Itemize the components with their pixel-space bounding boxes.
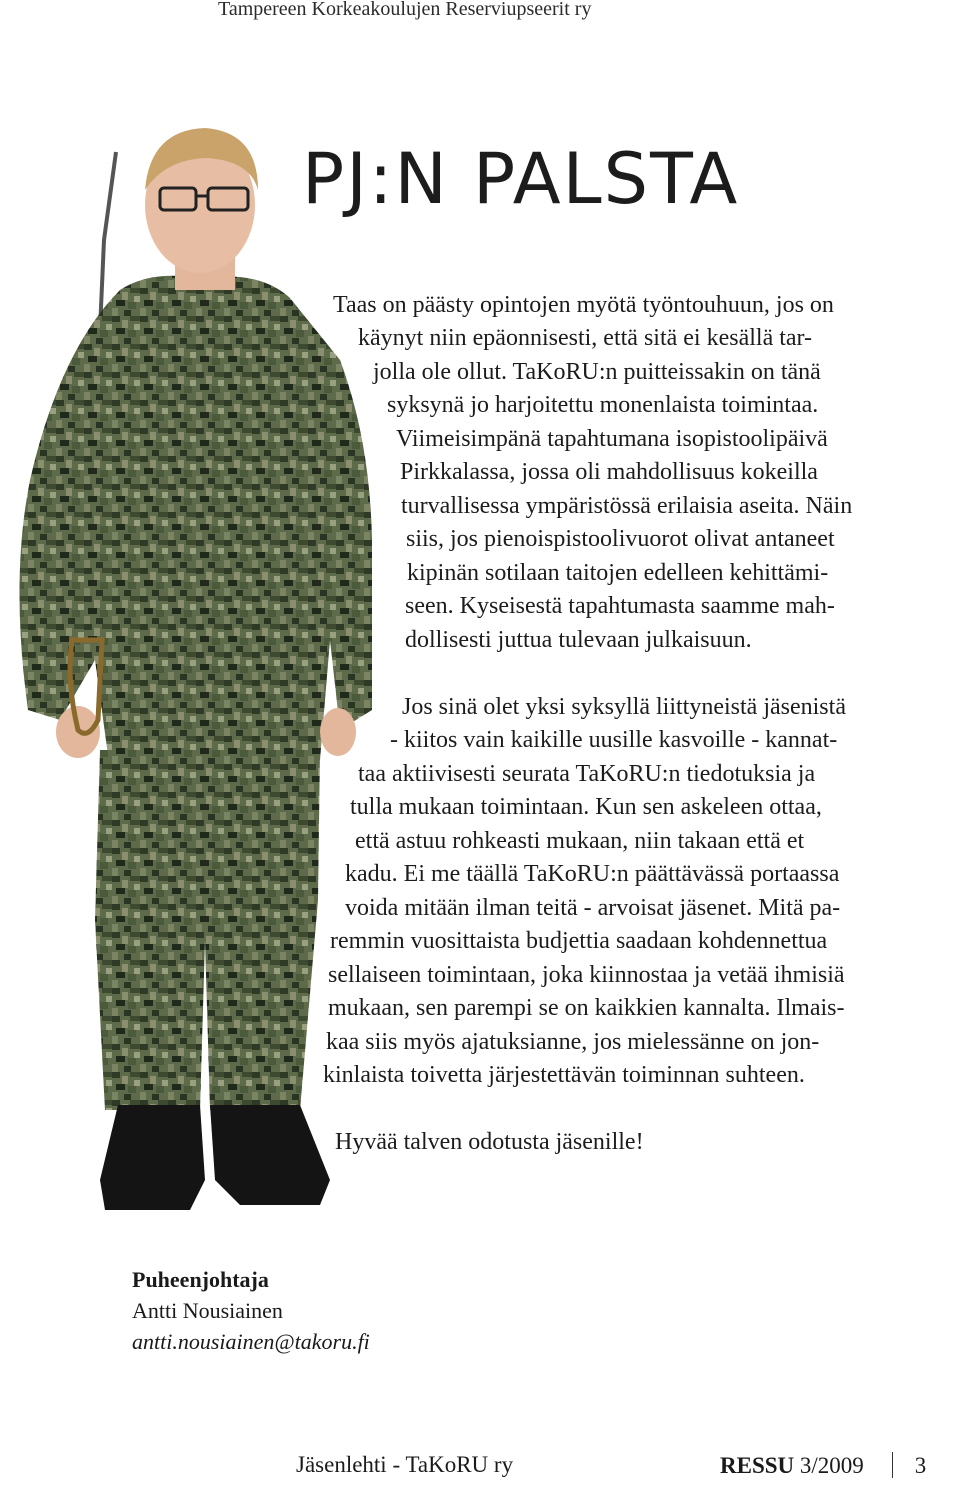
body-line: kaa siis myös ajatuksianne, jos mielessänne on jon- [326, 1029, 820, 1055]
running-header: Tampereen Korkeakoulujen Reserviupseerit ry [218, 0, 592, 20]
body-line: jolla ole ollut. TaKoRU:n puitteissakin on tänä [373, 359, 821, 385]
body-line: - kiitos vain kaikille uusille kasvoille - kannat- [390, 727, 838, 753]
body-line: seen. Kyseisestä tapahtumasta saamme mah- [405, 593, 835, 619]
body-line: kipinän sotilaan taitojen edelleen kehittämi- [407, 560, 829, 586]
footer-magazine: RESSU [720, 1453, 795, 1478]
body-line: Pirkkalassa, jossa oli mahdollisuus kokeilla [400, 459, 818, 485]
footer-issue-number: 3/2009 [799, 1453, 864, 1478]
body-line: Jos sinä olet yksi syksyllä liittyneistä jäsenistä [402, 694, 846, 720]
body-line: Taas on päästy opintojen myötä työntouhuun, jos on [333, 292, 834, 318]
body-line: syksynä jo harjoitettu monenlaista toimintaa. [387, 392, 819, 418]
signature-role: Puheenjohtaja [132, 1267, 269, 1292]
body-line: mukaan, sen parempi se on kaikkien kannalta. Ilmais- [328, 995, 845, 1021]
page-number: 3 [914, 1453, 927, 1478]
body-line: kinlaista toivetta järjestettävän toiminnan suhteen. [323, 1062, 805, 1088]
body-line: siis, jos pienoispistoolivuorot olivat antaneet [406, 526, 835, 552]
signature-name: Antti Nousiainen [132, 1298, 283, 1323]
body-line: tulla mukaan toimintaan. Kun sen askeleen ottaa, [350, 794, 822, 820]
body-line: käynyt niin epäonnisesti, että sitä ei kesällä tar- [358, 325, 813, 351]
body-line: taa aktiivisesti seurata TaKoRU:n tiedotuksia ja [358, 761, 816, 787]
body-line: sellaiseen toimintaan, joka kiinnostaa ja vetää ihmisiä [328, 962, 845, 988]
signature-email: antti.nousiainen@takoru.fi [132, 1329, 370, 1354]
footer-publication: Jäsenlehti - TaKoRU ry [296, 1452, 514, 1477]
body-line: Viimeisimpänä tapahtumana isopistoolipäivä [396, 426, 828, 452]
body-line: dollisesti juttua tulevaan julkaisuun. [405, 627, 752, 653]
body-line: että astuu rohkeasti mukaan, niin takaan että et [355, 828, 805, 854]
signature-block [132, 1264, 370, 1357]
page-title: PJ:N PALSTA [302, 138, 740, 220]
body-line: remmin vuosittaista budjettia saadaan kohdennettua [330, 928, 828, 954]
footer-divider [892, 1452, 893, 1478]
body-line: turvallisessa ympäristössä erilaisia aseita. Näin [401, 493, 853, 519]
body-line: voida mitään ilman teitä - arvoisat jäsenet. Mitä pa- [345, 895, 841, 921]
footer-issue [720, 1452, 926, 1479]
closing-line: Hyvää talven odotusta jäsenille! [335, 1129, 644, 1155]
body-line: kadu. Ei me täällä TaKoRU:n päättävässä portaassa [345, 861, 840, 887]
